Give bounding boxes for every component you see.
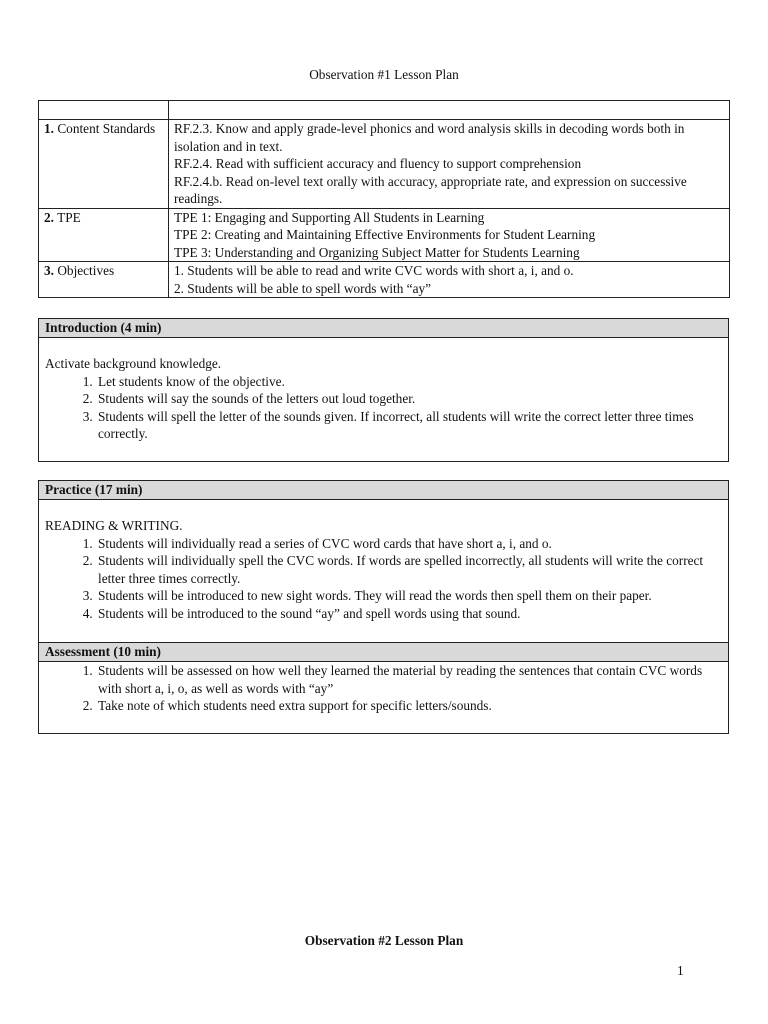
table-row-objectives xyxy=(39,262,730,298)
assessment-body xyxy=(39,662,728,715)
row-number: 2. xyxy=(44,209,54,225)
list-item: 1. Students will individually read a series of CVC word cards that have short a, i, and o. xyxy=(96,535,722,553)
assessment-list xyxy=(45,662,722,715)
tpe-line: TPE 3: Understanding and Organizing Subject Matter for Students Learning xyxy=(174,244,580,260)
table-row-tpe xyxy=(39,208,730,262)
introduction-section xyxy=(38,318,729,462)
list-item: 4. Students will be introduced to the sound “ay” and spell words using that sound. xyxy=(96,605,722,623)
tpe-line: TPE 2: Creating and Maintaining Effective Environments for Student Learning xyxy=(174,227,596,242)
introduction-lead: Activate background knowledge. xyxy=(45,356,222,371)
introduction-list xyxy=(45,373,722,443)
document-title: Observation #1 Lesson Plan xyxy=(309,67,459,82)
list-item: 1. Let students know of the objective. xyxy=(96,373,722,391)
standards-table xyxy=(38,100,730,298)
next-lesson-title: Observation #2 Lesson Plan xyxy=(304,933,464,948)
tpe-line: TPE 1: Engaging and Supporting All Students in Learning xyxy=(174,209,485,225)
assessment-heading: Assessment (10 min) xyxy=(39,642,728,662)
list-item: 3. Students will be introduced to new sight words. They will read the words then spell them on their paper. xyxy=(96,587,722,605)
table-row-content-standards xyxy=(39,120,730,209)
row-label-cell xyxy=(39,262,169,298)
list-item: 3. Students will spell the letter of the sounds given. If incorrect, all students will write the correct letter three times correctly. xyxy=(96,408,722,443)
standard-line: RF.2.4.b. Read on-level text orally with accuracy, appropriate rate, and expression on successive readings. xyxy=(174,173,687,206)
list-item: 2. Students will say the sounds of the letters out loud together. xyxy=(96,390,722,408)
row-number: 1. xyxy=(44,121,54,136)
practice-list xyxy=(45,535,722,623)
row-number: 3. xyxy=(44,263,54,278)
introduction-heading: Introduction (4 min) xyxy=(39,319,728,338)
standard-line: RF.2.3. Know and apply grade-level phonics and word analysis skills in decoding words both in isolation and in text. xyxy=(174,121,685,154)
row-label: Objectives xyxy=(57,263,115,278)
page-number: 1 xyxy=(677,963,684,978)
introduction-body xyxy=(39,355,728,443)
row-label-cell xyxy=(39,208,169,262)
table-cell-empty xyxy=(39,101,169,120)
table-header-row xyxy=(39,101,730,120)
objective-line: 2. Students will be able to spell words with “ay” xyxy=(174,280,432,296)
list-item: 2. Students will individually spell the CVC words. If words are spelled incorrectly, all students will write the correct letter three times correctly. xyxy=(96,552,722,587)
practice-assessment-section xyxy=(38,480,729,734)
practice-lead: READING & WRITING. xyxy=(45,518,183,533)
table-cell-empty xyxy=(169,101,730,120)
row-label-cell xyxy=(39,120,169,209)
row-label: TPE xyxy=(57,209,81,225)
practice-body xyxy=(39,517,728,642)
row-content-cell xyxy=(169,262,730,298)
row-label: Content Standards xyxy=(57,121,156,136)
row-content-cell xyxy=(169,208,730,262)
list-item: 1. Students will be assessed on how well they learned the material by reading the sentences that contain CVC words with short a, i, o, as well as words with “ay” xyxy=(96,662,722,697)
row-content-cell xyxy=(169,120,730,209)
objective-line: 1. Students will be able to read and write CVC words with short a, i, and o. xyxy=(174,263,574,278)
standard-line: RF.2.4. Read with sufficient accuracy and fluency to support comprehension xyxy=(174,156,582,171)
practice-heading: Practice (17 min) xyxy=(39,481,728,500)
list-item: 2. Take note of which students need extra support for specific letters/sounds. xyxy=(96,697,722,715)
